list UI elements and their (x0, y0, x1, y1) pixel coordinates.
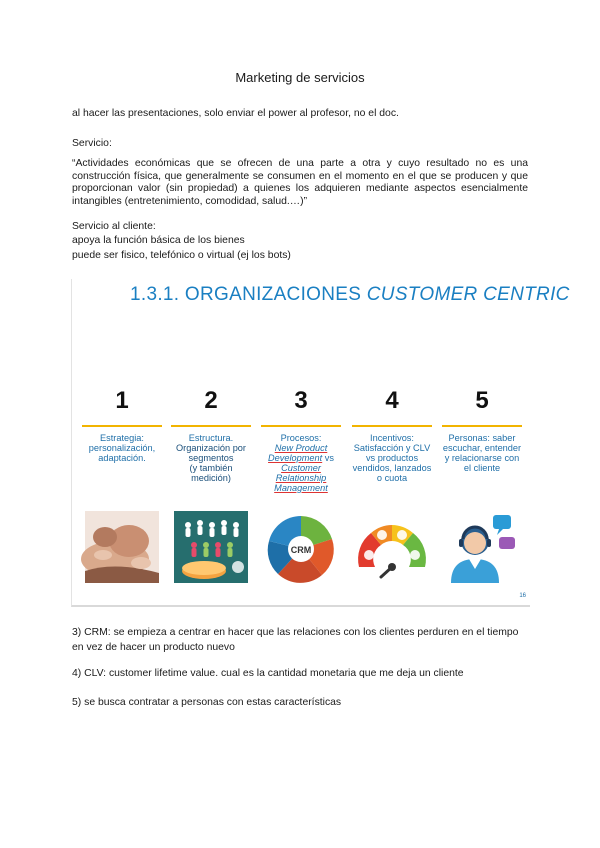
column-caption: Estrategia: personalización, adaptación. (88, 433, 156, 463)
column-caption (261, 433, 341, 493)
column-caption: Personas: saber escuchar, entender y relacionarse con el cliente (442, 433, 522, 473)
crm-note: 3) CRM: se empieza a centrar en hacer que las relaciones con los clientes perduren en el tiempo en vez de hacer un producto nuevo (72, 627, 519, 653)
servicio-definition: “Actividades económicas que se ofrecen de una parte a otra y cuyo resultado no es una construcción física, que generalmente se consumen en el momento en el que se producen y que proporcionan valor (sin propiedad) a quienes los adquieren mediante aspectos esencialmente intangibles (entretenimiento, comodidad, salud.…)” (72, 158, 528, 207)
caption-line: Organización por segmentos (176, 443, 246, 463)
intro-paragraph: al hacer las presentaciones, solo enviar el power al profesor, no el doc. (72, 108, 399, 119)
column-divider (352, 425, 432, 427)
column-caption: Incentivos: Satisfacción y CLV vs productos vendidos, lanzados o cuota (352, 433, 432, 483)
embedded-slide (71, 279, 570, 607)
caption-line: Procesos: (280, 433, 322, 443)
caption-line (261, 443, 341, 493)
column-divider (82, 425, 162, 427)
massage-photo-icon (85, 511, 159, 583)
column-divider (261, 425, 341, 427)
caption-connector: vs (322, 453, 334, 463)
document-title: Marketing de servicios (235, 70, 365, 85)
column-number: 5 (475, 387, 489, 414)
slide-title-plain: 1.3.1. ORGANIZACIONES (130, 284, 367, 305)
column-divider (442, 425, 522, 427)
crm-label: CRM (290, 545, 312, 555)
slide-number: 16 (519, 593, 526, 599)
slide-title (130, 284, 570, 306)
support-agent-icon (445, 511, 519, 583)
crm-cycle-icon (264, 511, 338, 583)
column-caption (171, 433, 251, 483)
caption-line: (y también medición) (189, 463, 233, 483)
servicio-cliente-line-1: apoya la función básica de los bienes (72, 235, 245, 246)
personas-note: 5) se busca contratar a personas con estas características (72, 697, 342, 708)
servicio-cliente-line-2: puede ser fisico, telefónico o virtual (ej los bots) (72, 250, 291, 261)
caption-line: Estructura. (188, 433, 234, 443)
column-divider (171, 425, 251, 427)
satisfaction-gauge-icon (355, 511, 429, 583)
servicio-cliente-heading: Servicio al cliente: (72, 221, 156, 232)
column-number: 3 (294, 387, 308, 414)
people-segments-icon (174, 511, 248, 583)
column-number: 2 (204, 387, 218, 414)
servicio-heading: Servicio: (72, 138, 112, 149)
caption-emphasis: Customer Relationship Management (274, 463, 328, 493)
slide-title-italic: CUSTOMER CENTRIC (366, 284, 570, 305)
caption-emphasis: New Product Development (268, 443, 328, 463)
column-number: 1 (115, 387, 129, 414)
column-number: 4 (385, 387, 399, 414)
clv-note: 4) CLV: customer lifetime value. cual es la cantidad monetaria que me deja un cliente (72, 668, 464, 679)
